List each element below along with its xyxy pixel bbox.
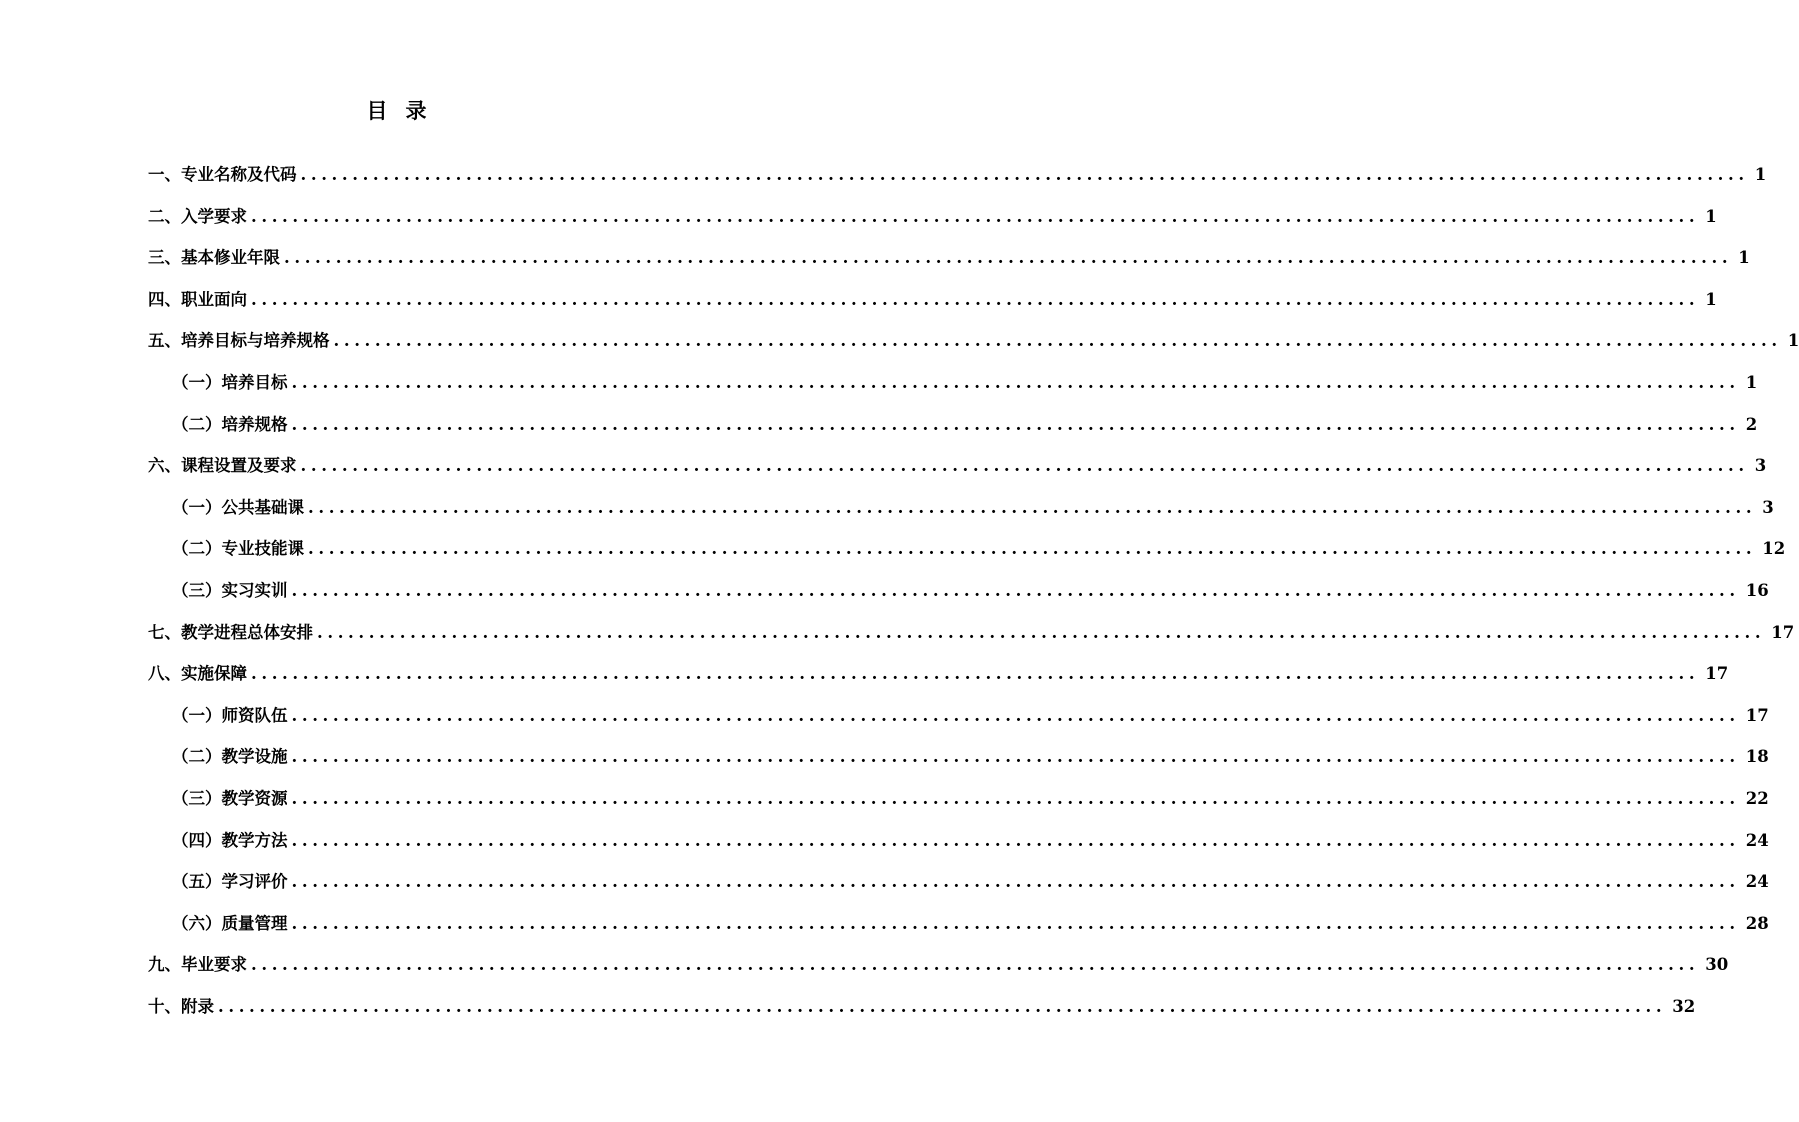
toc-entry[interactable] xyxy=(148,362,1758,404)
toc-entry-label: 十、附录 xyxy=(148,996,214,1016)
toc-entry[interactable] xyxy=(148,196,1717,238)
toc-entry-page-number: 1 xyxy=(1705,289,1717,309)
toc-entry-page-number: 2 xyxy=(1745,414,1758,434)
toc-entry-label: （二）教学设施 xyxy=(172,747,288,767)
toc-dot-leader: ............................................................................................................................................ xyxy=(251,289,1700,309)
toc-entry-label: （三）教学资源 xyxy=(172,788,288,808)
toc-entry-page-number: 1 xyxy=(1745,372,1758,392)
toc-dot-leader: ............................................................................................................................................ xyxy=(317,622,1766,642)
toc-entry-label: 六、课程设置及要求 xyxy=(148,456,297,476)
toc-entry-page-number: 24 xyxy=(1745,872,1769,892)
toc-entry-page-number: 3 xyxy=(1762,497,1774,517)
toc-entry-label: （二）培养规格 xyxy=(172,414,288,434)
toc-dot-leader: ............................................................................................................................................ xyxy=(251,664,1700,684)
toc-entry[interactable] xyxy=(148,944,1729,986)
toc-entry-label: （一）培养目标 xyxy=(172,372,288,392)
toc-entry-page-number: 30 xyxy=(1705,955,1729,975)
toc-entry[interactable] xyxy=(148,612,1795,654)
toc-entry[interactable] xyxy=(148,320,1799,362)
toc-entry[interactable] xyxy=(148,154,1767,196)
toc-entry-page-number: 24 xyxy=(1745,830,1769,850)
toc-dot-leader: ............................................................................................................................................ xyxy=(291,414,1740,434)
toc-dot-leader: ............................................................................................................................................ xyxy=(333,331,1782,351)
toc-entry-page-number: 28 xyxy=(1745,913,1769,933)
toc-entry-label: 三、基本修业年限 xyxy=(148,248,280,268)
toc-dot-leader: ............................................................................................................................................ xyxy=(251,955,1700,975)
toc-dot-leader: ............................................................................................................................................ xyxy=(308,539,1757,559)
toc-entry-page-number: 16 xyxy=(1745,580,1769,600)
toc-dot-leader: ............................................................................................................................................ xyxy=(291,830,1740,850)
toc-entry[interactable] xyxy=(148,695,1769,737)
toc-entry-label: （二）专业技能课 xyxy=(172,539,304,559)
toc-entry-label: 九、毕业要求 xyxy=(148,955,247,975)
toc-dot-leader: ............................................................................................................................................ xyxy=(291,372,1740,392)
toc-entry-label: 七、教学进程总体安排 xyxy=(148,622,313,642)
toc-dot-leader: ............................................................................................................................................ xyxy=(291,705,1740,725)
toc-entry-page-number: 32 xyxy=(1672,996,1696,1016)
toc-entry-page-number: 12 xyxy=(1762,539,1786,559)
toc-entry-page-number: 3 xyxy=(1754,456,1767,476)
toc-entry-page-number: 1 xyxy=(1754,165,1767,184)
toc-entry-page-number: 17 xyxy=(1705,664,1729,684)
toc-dot-leader: ............................................................................................................................................ xyxy=(300,456,1749,476)
toc-entry-label: （一）公共基础课 xyxy=(172,497,304,517)
toc-title-char: 目 xyxy=(366,98,388,123)
toc-entry-page-number: 22 xyxy=(1745,788,1769,808)
toc-dot-leader: ............................................................................................................................................ xyxy=(291,747,1740,767)
toc-entry-page-number: 1 xyxy=(1787,331,1799,351)
toc-entry[interactable] xyxy=(148,861,1769,903)
toc-entry[interactable] xyxy=(148,986,1696,1028)
toc-entry[interactable] xyxy=(148,279,1717,321)
toc-entry[interactable] xyxy=(148,570,1769,612)
toc-entry[interactable] xyxy=(148,903,1769,945)
toc-entry-label: 四、职业面向 xyxy=(148,289,247,309)
toc-entry-label: （一）师资队伍 xyxy=(172,705,288,725)
toc-entry-page-number: 17 xyxy=(1771,622,1795,642)
toc-entry-label: 一、专业名称及代码 xyxy=(148,165,297,184)
toc-entry[interactable] xyxy=(148,778,1769,820)
toc-entry-label: 二、入学要求 xyxy=(148,206,247,226)
toc-entry-page-number: 1 xyxy=(1705,206,1717,226)
toc-title xyxy=(0,96,793,126)
toc-entry-label: （三）实习实训 xyxy=(172,580,288,600)
toc-dot-leader: ............................................................................................................................................ xyxy=(291,872,1740,892)
toc-dot-leader: ............................................................................................................................................ xyxy=(291,580,1740,600)
toc-entry-label: （四）教学方法 xyxy=(172,830,288,850)
toc-entry-page-number: 1 xyxy=(1738,248,1750,268)
toc-dot-leader: ............................................................................................................................................ xyxy=(284,248,1733,268)
toc-entry[interactable] xyxy=(148,237,1750,279)
toc-dot-leader: ............................................................................................................................................ xyxy=(291,913,1740,933)
toc-list xyxy=(148,154,1799,1027)
toc-entry-label: （六）质量管理 xyxy=(172,913,288,933)
toc-entry-label: 八、实施保障 xyxy=(148,664,247,684)
toc-entry-label: （五）学习评价 xyxy=(172,872,288,892)
toc-entry[interactable] xyxy=(148,653,1729,695)
toc-entry[interactable] xyxy=(148,528,1786,570)
toc-dot-leader: ............................................................................................................................................ xyxy=(251,206,1700,226)
toc-entry-page-number: 17 xyxy=(1745,705,1769,725)
toc-entry[interactable] xyxy=(148,487,1774,529)
toc-entry[interactable] xyxy=(148,736,1769,778)
toc-dot-leader: ............................................................................................................................................ xyxy=(218,996,1667,1016)
toc-dot-leader: ............................................................................................................................................ xyxy=(300,165,1749,184)
toc-title-char: 录 xyxy=(405,98,427,123)
toc-entry[interactable] xyxy=(148,820,1769,862)
toc-entry[interactable] xyxy=(148,445,1767,487)
toc-entry[interactable] xyxy=(148,404,1758,446)
toc-entry-page-number: 18 xyxy=(1745,747,1769,767)
toc-dot-leader: ............................................................................................................................................ xyxy=(308,497,1757,517)
toc-entry-label: 五、培养目标与培养规格 xyxy=(148,331,330,351)
toc-dot-leader: ............................................................................................................................................ xyxy=(291,788,1740,808)
